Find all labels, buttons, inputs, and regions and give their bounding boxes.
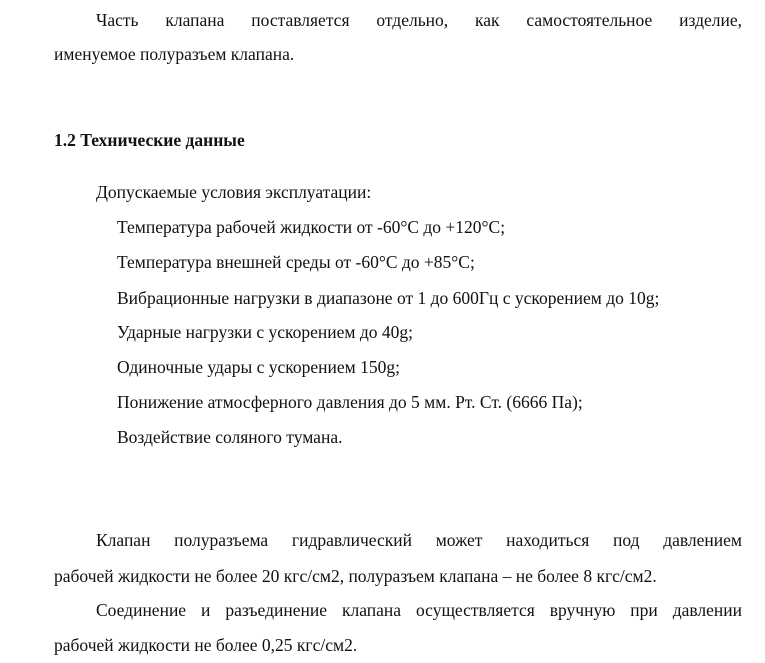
pressure-paragraph-line-2: рабочей жидкости не более 20 кгс/см2, полуразъем клапана – не более 8 кгс/см2.: [54, 566, 657, 586]
condition-item: Ударные нагрузки с ускорением до 40g;: [117, 322, 413, 342]
condition-item: Одиночные удары с ускорением 150g;: [117, 357, 400, 377]
pressure-paragraph-line-1: Клапан полуразъема гидравлический может находиться под давлением: [96, 530, 742, 550]
condition-item: Температура рабочей жидкости от -60°С до +120°С;: [117, 217, 506, 237]
condition-item: Вибрационные нагрузки в диапазоне от 1 до 600Гц с ускорением до 10g;: [117, 288, 660, 308]
condition-item: Воздействие соляного тумана.: [117, 427, 343, 447]
condition-item: Понижение атмосферного давления до 5 мм. Рт. Ст. (6666 Па);: [117, 392, 583, 412]
conditions-heading: Допускаемые условия эксплуатации:: [96, 182, 372, 202]
connection-paragraph-line-1: Соединение и разъединение клапана осуществляется вручную при давлении: [96, 600, 742, 620]
intro-paragraph-line-2: именуемое полуразъем клапана.: [54, 44, 295, 64]
section-title: 1.2 Технические данные: [54, 130, 245, 150]
condition-item: Температура внешней среды от -60°С до +85°С;: [117, 252, 475, 272]
intro-paragraph-line-1: Часть клапана поставляется отдельно, как самостоятельное изделие,: [96, 10, 742, 30]
connection-paragraph-line-2: рабочей жидкости не более 0,25 кгс/см2.: [54, 635, 358, 655]
